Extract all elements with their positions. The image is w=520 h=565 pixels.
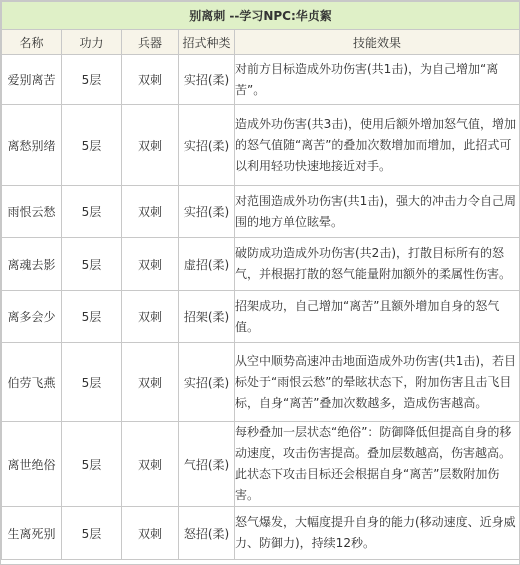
skill-name: 伯劳飞燕 [2, 343, 62, 422]
skill-table [1, 1, 520, 560]
skill-level: 5层 [62, 186, 122, 238]
skill-weapon: 双刺 [122, 105, 179, 186]
skill-level: 5层 [62, 105, 122, 186]
skill-effect: 从空中顺势高速冲击地面造成外功伤害(共1击)，若目标处于“雨恨云愁”的晕眩状态下，附加伤害且击飞目标，自身“离苦”叠加次数越多，造成伤害越高。 [235, 343, 520, 422]
header-effect: 技能效果 [235, 30, 520, 55]
header-name: 名称 [2, 30, 62, 55]
skill-name: 离魂去影 [2, 238, 62, 291]
skill-level: 5层 [62, 291, 122, 343]
skill-effect: 对前方目标造成外功伤害(共1击)，为自己增加“离苦”。 [235, 55, 520, 105]
skill-weapon: 双刺 [122, 55, 179, 105]
skill-type: 虚招(柔) [179, 238, 235, 291]
skill-weapon: 双刺 [122, 291, 179, 343]
skill-name: 离愁别绪 [2, 105, 62, 186]
skill-effect: 造成外功伤害(共3击)，使用后额外增加怒气值，增加的怒气值随“离苦”的叠加次数增加而增加，此招式可以利用轻功快速地接近对手。 [235, 105, 520, 186]
header-level: 功力 [62, 30, 122, 55]
skill-effect: 招架成功，自己增加“离苦”且额外增加自身的怒气值。 [235, 291, 520, 343]
skill-level: 5层 [62, 507, 122, 560]
table-row [2, 291, 520, 343]
skill-type: 招架(柔) [179, 291, 235, 343]
skill-type: 实招(柔) [179, 105, 235, 186]
table-row [2, 55, 520, 105]
header-row [2, 30, 520, 55]
skill-type: 气招(柔) [179, 422, 235, 507]
skill-effect: 对范围造成外功伤害(共1击)，强大的冲击力令自己周围的地方单位眩晕。 [235, 186, 520, 238]
skill-name: 爱别离苦 [2, 55, 62, 105]
table-row [2, 422, 520, 507]
skill-level: 5层 [62, 55, 122, 105]
skill-level: 5层 [62, 422, 122, 507]
skill-type: 实招(柔) [179, 343, 235, 422]
table-row [2, 105, 520, 186]
skill-level: 5层 [62, 343, 122, 422]
skill-type: 实招(柔) [179, 55, 235, 105]
skill-name: 生离死别 [2, 507, 62, 560]
table-row [2, 238, 520, 291]
table-row [2, 507, 520, 560]
skill-level: 5层 [62, 238, 122, 291]
skill-name: 离世绝俗 [2, 422, 62, 507]
header-weapon: 兵器 [122, 30, 179, 55]
skill-weapon: 双刺 [122, 422, 179, 507]
skill-effect: 破防成功造成外功伤害(共2击)，打散目标所有的怒气，并根据打散的怒气能量附加额外的柔属性伤害。 [235, 238, 520, 291]
skill-effect: 每秒叠加一层状态“绝俗”：防御降低但提高自身的移动速度，攻击伤害提高。叠加层数越高，伤害越高。此状态下攻击目标还会根据自身“离苦”层数附加伤害。 [235, 422, 520, 507]
skill-weapon: 双刺 [122, 238, 179, 291]
header-move-type: 招式种类 [179, 30, 235, 55]
skill-weapon: 双刺 [122, 507, 179, 560]
table-row [2, 186, 520, 238]
skill-type: 实招(柔) [179, 186, 235, 238]
skill-type: 怒招(柔) [179, 507, 235, 560]
table-row [2, 343, 520, 422]
table-title: 别离刺 --学习NPC:华贞絮 [2, 2, 520, 30]
skill-effect: 怒气爆发，大幅度提升自身的能力(移动速度、近身威力、防御力)，持续12秒。 [235, 507, 520, 560]
skill-name: 雨恨云愁 [2, 186, 62, 238]
skill-weapon: 双刺 [122, 343, 179, 422]
skill-weapon: 双刺 [122, 186, 179, 238]
skill-name: 离多会少 [2, 291, 62, 343]
